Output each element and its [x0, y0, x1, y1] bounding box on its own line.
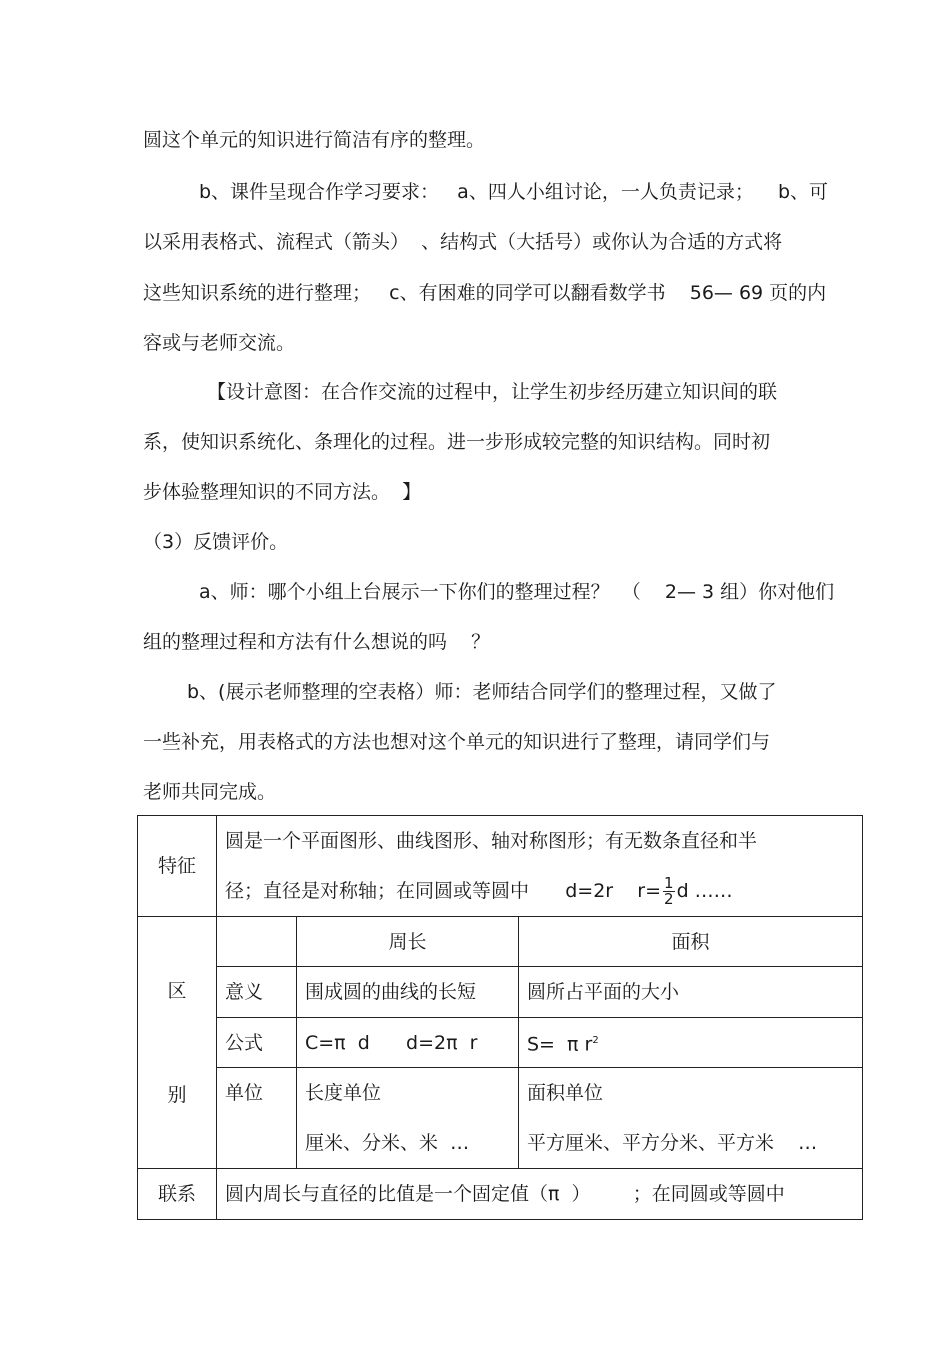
unit-area-line-1: 面积单位 — [527, 1082, 604, 1104]
fraction-denominator: 2 — [664, 890, 674, 908]
formula-area — [519, 1018, 863, 1068]
feature-label: 特征 — [138, 816, 217, 917]
fraction-one-half — [663, 876, 675, 907]
row-label-meaning: 意义 — [217, 967, 297, 1018]
feature-line-2 — [225, 866, 854, 916]
meaning-area: 圆所占平面的大小 — [519, 967, 863, 1018]
feature-line-2-text: 径；直径是对称轴；在同圆或等圆中 d=2r r= — [225, 880, 662, 902]
column-header-perimeter: 周长 — [297, 917, 519, 967]
paragraph-line-9: （3）反馈评价。 — [143, 531, 289, 553]
formula-perimeter: C=π d d=2π r — [297, 1018, 519, 1068]
meaning-perimeter: 围成圆的曲线的长短 — [297, 967, 519, 1018]
row-label-unit: 单位 — [217, 1068, 297, 1169]
summary-table — [137, 815, 863, 1220]
paragraph-line-11: 组的整理过程和方法有什么想说的吗 ？ — [143, 631, 491, 653]
column-header-area: 面积 — [519, 917, 863, 967]
unit-area-line-2: 平方厘米、平方分米、平方米 … — [527, 1132, 818, 1154]
paragraph-line-5: 容或与老师交流。 — [143, 332, 296, 354]
formula-area-exponent: 2 — [592, 1034, 599, 1046]
unit-perimeter-line-2: 厘米、分米、米 … — [305, 1132, 470, 1154]
paragraph-line-12: b、(展示老师整理的空表格）师：老师结合同学们的整理过程，又做了 — [187, 681, 777, 703]
paragraph-line-7: 系，使知识系统化、条理化的过程。进一步形成较完整的知识结构。同时初 — [143, 431, 771, 453]
unit-perimeter — [297, 1068, 519, 1169]
paragraph-line-3: 以采用表格式、流程式（箭头） 、结构式（大括号）或你认为合适的方式将 — [143, 231, 783, 253]
row-label-formula: 公式 — [217, 1018, 297, 1068]
fraction-numerator: 1 — [664, 874, 674, 892]
paragraph-line-8: 步体验整理知识的不同方法。 】 — [143, 481, 422, 503]
formula-area-text: S= π r — [527, 1033, 593, 1056]
unit-area — [519, 1068, 863, 1169]
paragraph-line-6: 【设计意图：在合作交流的过程中，让学生初步经历建立知识间的联 — [207, 381, 778, 403]
difference-label-char-1: 区 — [167, 979, 187, 1002]
unit-perimeter-line-1: 长度单位 — [305, 1082, 382, 1104]
paragraph-line-14: 老师共同完成。 — [143, 781, 277, 803]
paragraph-line-13: 一些补充，用表格式的方法也想对这个单元的知识进行了整理，请同学们与 — [143, 731, 771, 753]
empty-corner-cell — [217, 917, 297, 967]
relation-label: 联系 — [138, 1169, 217, 1220]
paragraph-line-10: a、师：哪个小组上台展示一下你们的整理过程？ （ 2— 3 组）你对他们 — [199, 581, 835, 603]
difference-label — [138, 917, 217, 1169]
feature-content — [217, 816, 863, 917]
feature-line-1: 圆是一个平面图形、曲线图形、轴对称图形；有无数条直径和半 — [225, 830, 758, 852]
paragraph-line-2: b、课件呈现合作学习要求： a、四人小组讨论，一人负责记录； b、可 — [199, 181, 829, 203]
feature-line-2-tail: d …… — [676, 880, 733, 902]
paragraph-line-4: 这些知识系统的进行整理； c、有困难的同学可以翻看数学书 56— 69 页的内 — [143, 282, 827, 304]
paragraph-line-1: 圆这个单元的知识进行简洁有序的整理。 — [143, 129, 486, 151]
difference-label-char-2: 别 — [167, 1083, 187, 1106]
relation-text: 圆内周长与直径的比值是一个固定值（π ） ；在同圆或等圆中 — [217, 1169, 863, 1220]
